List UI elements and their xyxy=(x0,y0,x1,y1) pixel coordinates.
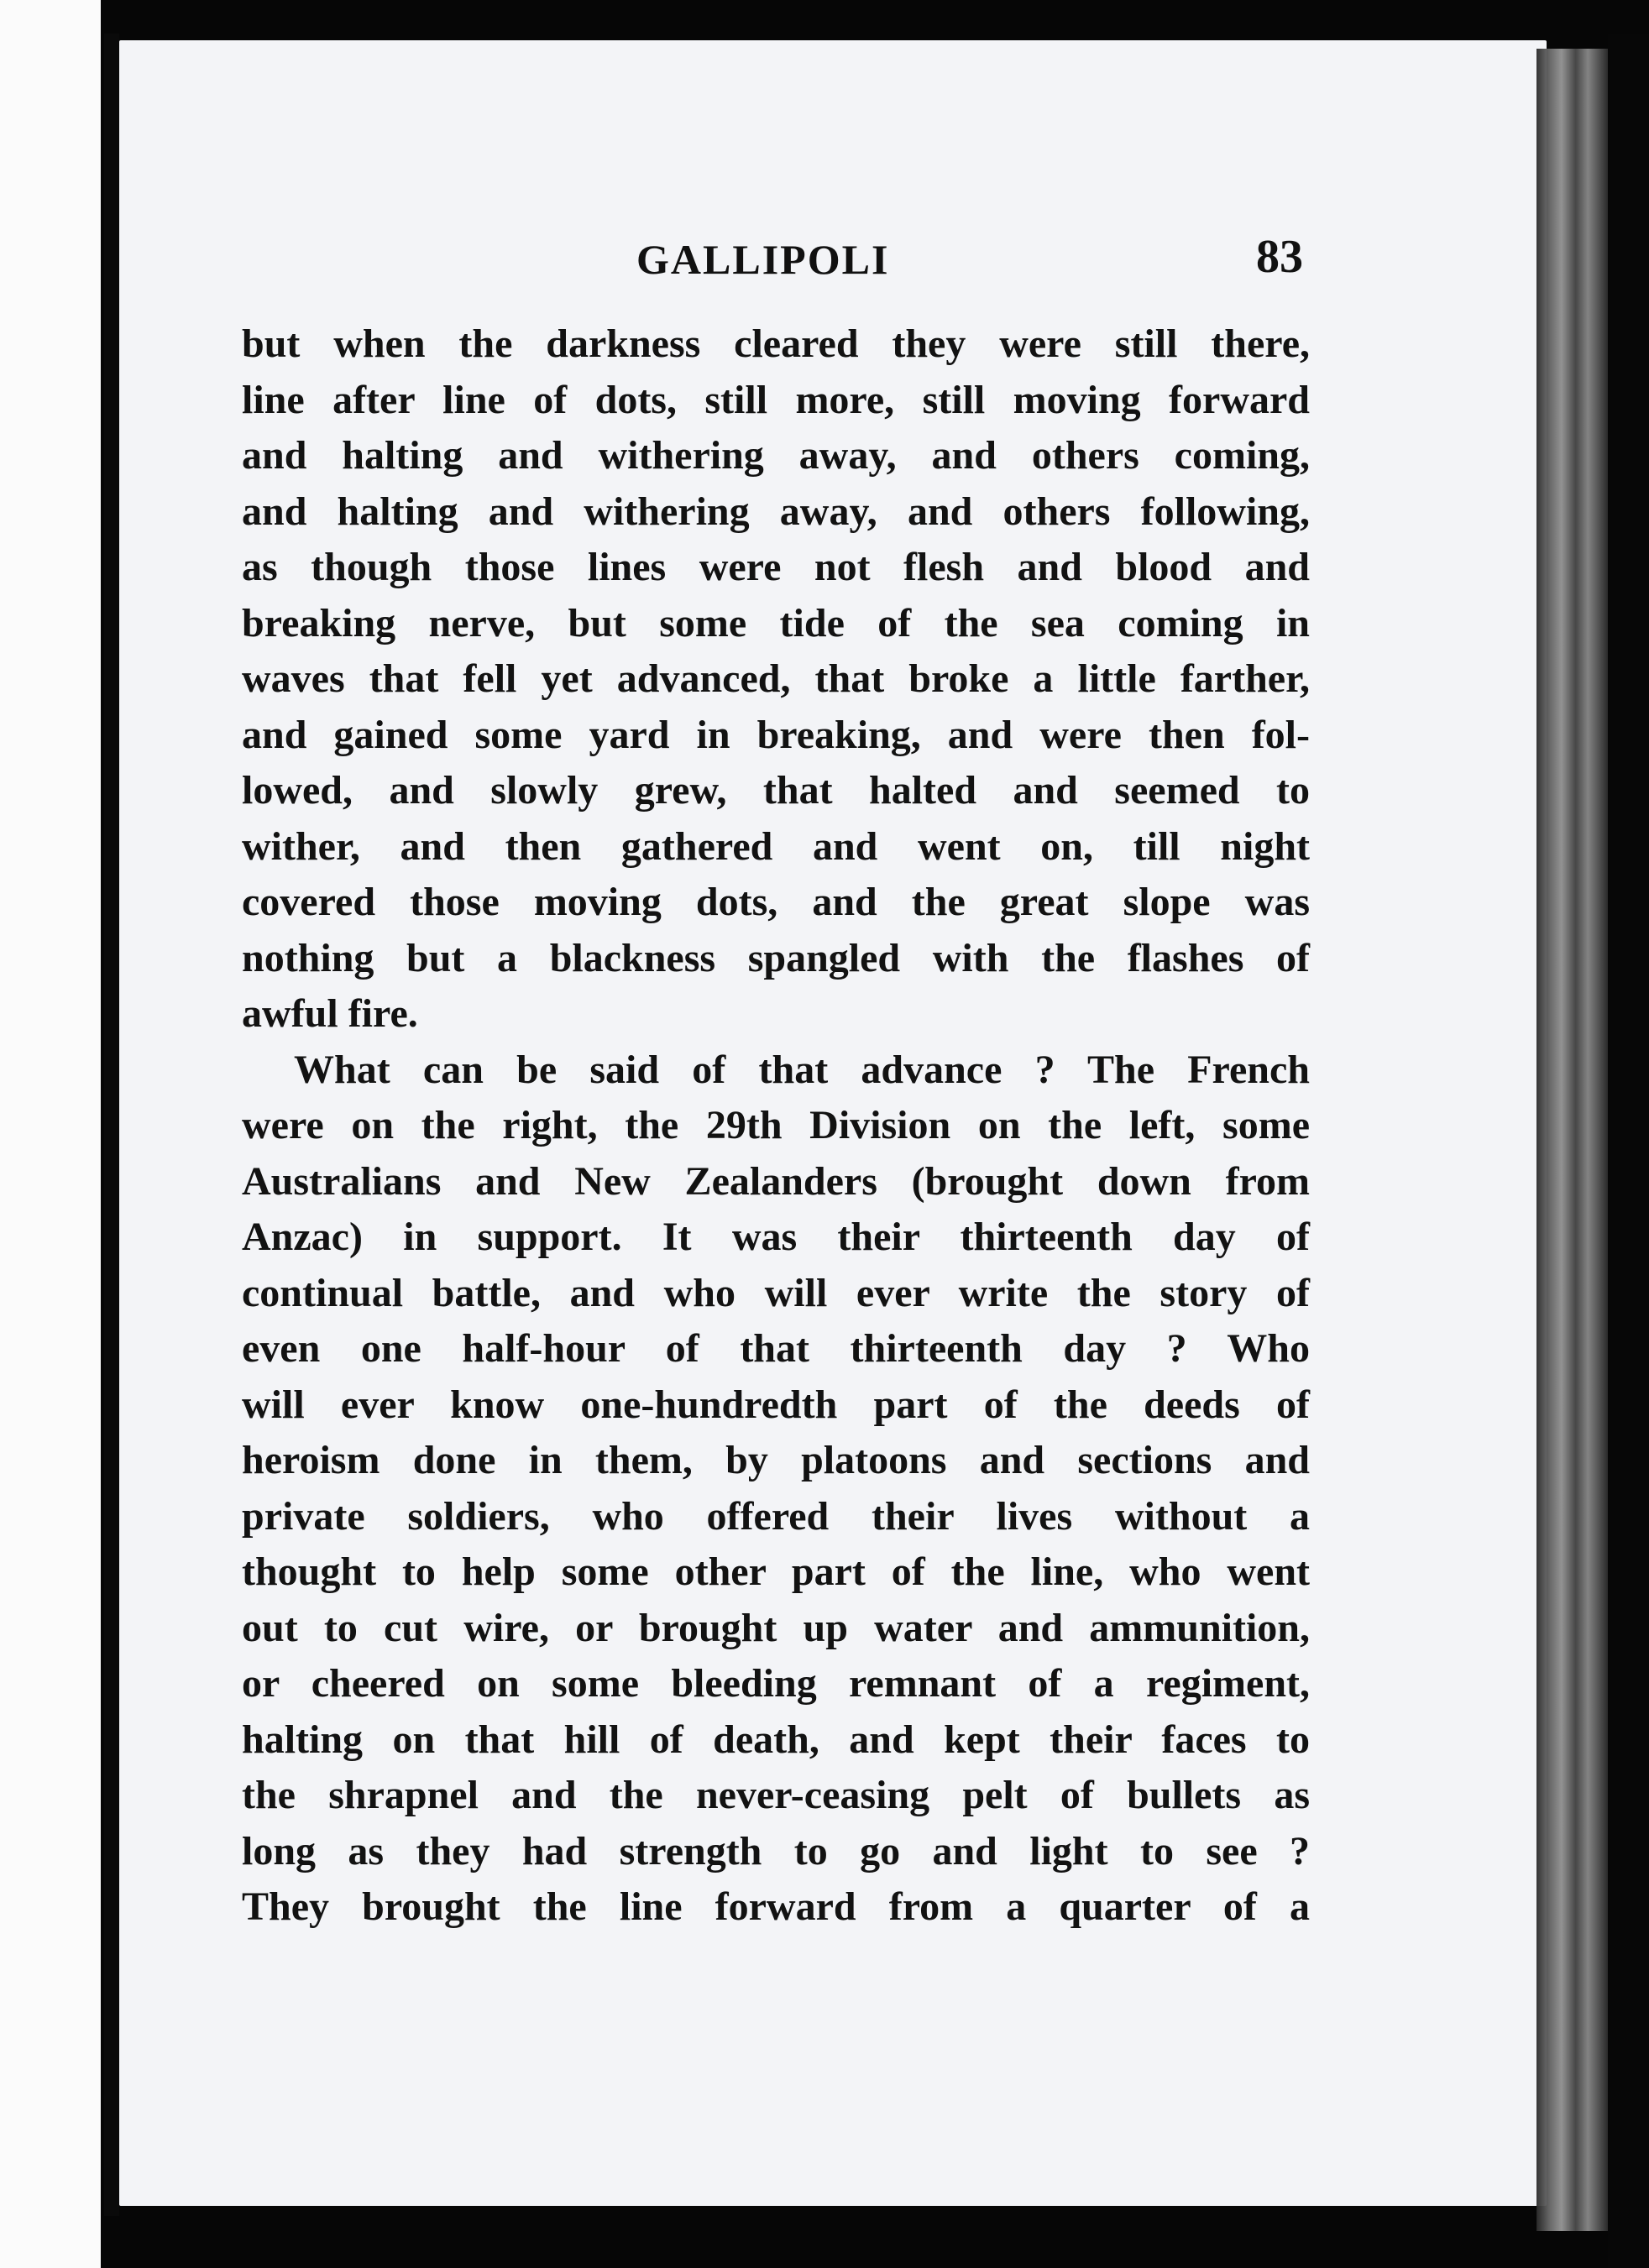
text-line: lowed, and slowly grew, that halted and seemed to xyxy=(242,768,1310,813)
text-line: line after line of dots, still more, still moving forward xyxy=(242,377,1310,422)
text-line: and gained some yard in breaking, and were then fol- xyxy=(242,712,1310,757)
body-text xyxy=(242,316,1310,1936)
text-line: the shrapnel and the never-ceasing pelt of bullets as xyxy=(242,1773,1310,1817)
page-number: 83 xyxy=(1256,231,1303,283)
text-line: and halting and withering away, and others coming, xyxy=(242,433,1310,478)
text-line: continual battle, and who will ever write the story of xyxy=(242,1270,1310,1315)
text-line: long as they had strength to go and light to see ? xyxy=(242,1828,1310,1873)
text-line: covered those moving dots, and the great slope was xyxy=(242,880,1310,924)
text-line: wither, and then gathered and went on, till night xyxy=(242,823,1310,869)
text-line: waves that fell yet advanced, that broke a little farther, xyxy=(242,656,1310,701)
running-title: GALLIPOLI xyxy=(636,236,890,283)
text-line: and halting and withering away, and others following, xyxy=(242,489,1310,534)
page-header xyxy=(243,228,1303,295)
text-line: nothing but a blackness spangled with the flashes of xyxy=(242,935,1310,980)
text-line: Anzac) in support. It was their thirteenth day of xyxy=(242,1215,1310,1259)
left-margin-white xyxy=(0,0,101,2268)
book-spine-shadow xyxy=(1608,34,1649,2268)
text-line: They brought the line forward from a quarter of a xyxy=(242,1884,1310,1929)
text-line: heroism done in them, by platoons and sections and xyxy=(242,1438,1310,1482)
text-line: breaking nerve, but some tide of the sea coming in xyxy=(242,600,1310,645)
text-line: even one half-hour of that thirteenth day ? Who xyxy=(242,1326,1310,1371)
text-line: will ever know one-hundredth part of the deeds of xyxy=(242,1382,1310,1427)
paragraph-1 xyxy=(242,316,1310,1043)
paragraph-2 xyxy=(242,1043,1310,1936)
text-line: What can be said of that advance ? The French xyxy=(294,1047,1310,1092)
text-line: private soldiers, who offered their lives without a xyxy=(242,1493,1310,1539)
text-line: awful fire. xyxy=(242,991,418,1036)
text-line: were on the right, the 29th Division on the left, some xyxy=(242,1103,1310,1147)
text-line: out to cut wire, or brought up water and ammunition, xyxy=(242,1605,1310,1650)
page-edge-shadow xyxy=(104,34,119,2216)
text-line: or cheered on some bleeding remnant of a regiment, xyxy=(242,1661,1310,1706)
text-line: Australians and New Zealanders (brought down from xyxy=(242,1158,1310,1204)
text-line: halting on that hill of death, and kept their faces to xyxy=(242,1717,1310,1762)
book-spine-edge xyxy=(1536,49,1608,2231)
text-line: thought to help some other part of the line, who went xyxy=(242,1549,1310,1594)
text-line: but when the darkness cleared they were still there, xyxy=(242,321,1310,366)
text-line: as though those lines were not flesh and blood and xyxy=(242,545,1310,589)
